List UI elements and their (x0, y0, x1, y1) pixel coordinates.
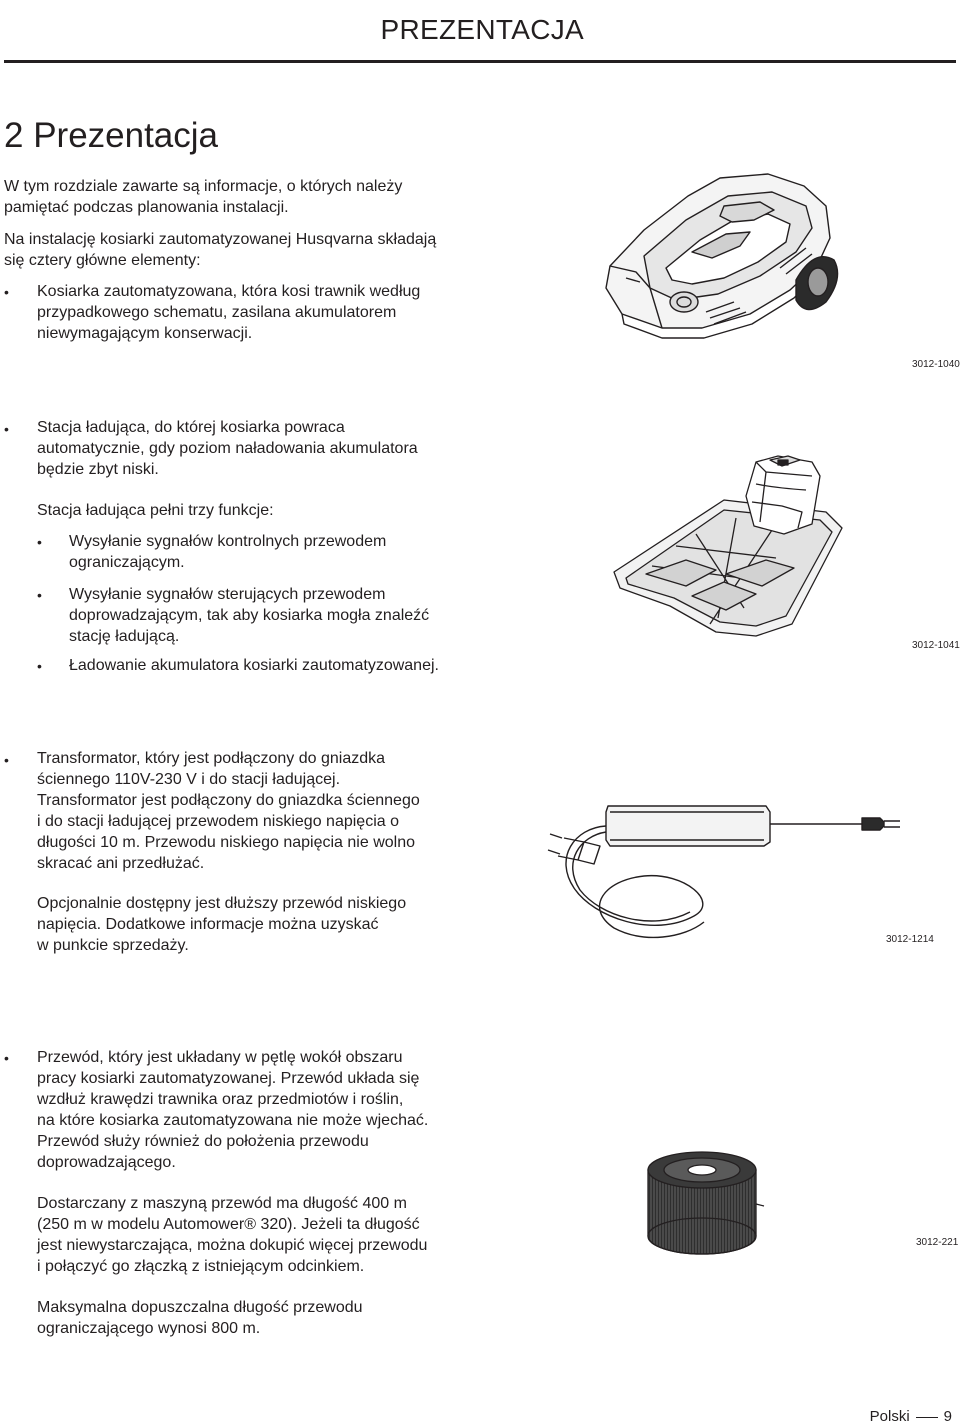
station-text-1: Stacja ładująca, do której kosiarka powraca (37, 419, 345, 436)
transformer-text-3: Transformator jest podłączony do gniazdka ściennego (37, 792, 420, 809)
wire-text-3: wzdłuż krawędzi trawnika oraz przedmiotów i roślin, (37, 1091, 404, 1108)
transformer-text-1: Transformator, który jest podłączony do gniazdka (37, 750, 386, 767)
page-footer (870, 1408, 952, 1425)
transformer-text-5: długości 10 m. Przewodu niskiego napięcia nie wolno (37, 834, 415, 851)
intro-line-2: pamiętać podczas planowania instalacji. (4, 199, 289, 216)
wire-text-5: Przewód służy również do położenia przewodu (37, 1133, 369, 1150)
figure-code-transformer: 3012-1214 (886, 934, 934, 945)
bullet-wire: • (4, 1050, 9, 1066)
bullet-station: • (4, 421, 9, 437)
transformer-text-6: skracać ani przedłużać. (37, 855, 205, 872)
bullet-mower: • (4, 284, 9, 300)
function-2-text-1: Wysyłanie sygnałów sterujących przewodem (69, 586, 386, 603)
transformer-text-4: i do stacji ładującej przewodem niskiego napięcia o (37, 813, 399, 830)
page-number: 9 (943, 1408, 952, 1425)
mower-text-3: niewymagającym konserwacji. (37, 325, 253, 342)
wire-text-8: (250 m w modelu Automower® 320). Jeżeli ta długość (37, 1216, 420, 1233)
function-3-text-1: Ładowanie akumulatora kosiarki zautomatyzowanej. (69, 657, 439, 674)
function-1-text-2: ograniczającym. (69, 554, 185, 571)
bullet-function-3: • (37, 658, 42, 674)
bullet-function-2: • (37, 587, 42, 603)
wire-text-7: Dostarczany z maszyną przewód ma długość 400 m (37, 1195, 407, 1212)
wire-text-1: Przewód, który jest układany w pętlę wokół obszaru (37, 1049, 403, 1066)
function-2-text-2: doprowadzającym, tak aby kosiarka mogła znaleźć (69, 607, 430, 624)
function-1-text-1: Wysyłanie sygnałów kontrolnych przewodem (69, 533, 387, 550)
mower-text-2: przypadkowego schematu, zasilana akumulatorem (37, 304, 397, 321)
wire-text-10: i połączyć go złączką z istniejącym odcinkiem. (37, 1258, 365, 1275)
wire-text-2: pracy kosiarki zautomatyzowanej. Przewód układa się (37, 1070, 420, 1087)
intro-line-4: się cztery główne elementy: (4, 252, 201, 269)
bullet-function-1: • (37, 534, 42, 550)
robotic-mower-illustration (600, 168, 844, 344)
transformer-text-8: napięcia. Dodatkowe informacje można uzyskać (37, 916, 379, 933)
function-2-text-3: stację ładującą. (69, 628, 180, 645)
page-header-title: PREZENTACJA (380, 14, 584, 45)
transformer-text-9: w punkcie sprzedaży. (37, 937, 189, 954)
wire-text-4: na które kosiarka zautomatyzowana nie może wjechać. (37, 1112, 429, 1129)
header-rule (4, 60, 956, 63)
transformer-illustration (544, 798, 910, 948)
figure-code-mower: 3012-1040 (912, 359, 960, 370)
wire-text-11: Maksymalna dopuszczalna długość przewodu (37, 1299, 363, 1316)
wire-text-12: ograniczającego wynosi 800 m. (37, 1320, 261, 1337)
figure-code-wire: 3012-221 (916, 1237, 959, 1248)
footer-dash (916, 1417, 938, 1418)
intro-line-3: Na instalację kosiarki zautomatyzowanej Husqvarna składają (4, 231, 437, 248)
mower-text-1: Kosiarka zautomatyzowana, która kosi trawnik według (37, 283, 421, 300)
wire-spool-illustration (640, 1144, 766, 1268)
transformer-text-7: Opcjonalnie dostępny jest dłuższy przewód niskiego (37, 895, 407, 912)
figure-code-station: 3012-1041 (912, 640, 960, 651)
station-functions-intro: Stacja ładująca pełni trzy funkcje: (37, 502, 274, 519)
station-text-3: będzie zbyt niski. (37, 461, 159, 478)
wire-text-9: jest niewystarczająca, można dokupić więcej przewodu (37, 1237, 428, 1254)
wire-text-6: doprowadzającego. (37, 1154, 176, 1171)
station-text-2: automatycznie, gdy poziom naładowania akumulatora (37, 440, 418, 457)
charging-station-illustration (606, 448, 854, 640)
footer-language: Polski (869, 1408, 910, 1425)
bullet-transformer: • (4, 752, 9, 768)
transformer-text-2: ściennego 110V-230 V i do stacji ładującej. (37, 771, 341, 788)
intro-line-1: W tym rozdziale zawarte są informacje, o których należy (4, 178, 403, 195)
section-title: 2 Prezentacja (4, 116, 219, 155)
